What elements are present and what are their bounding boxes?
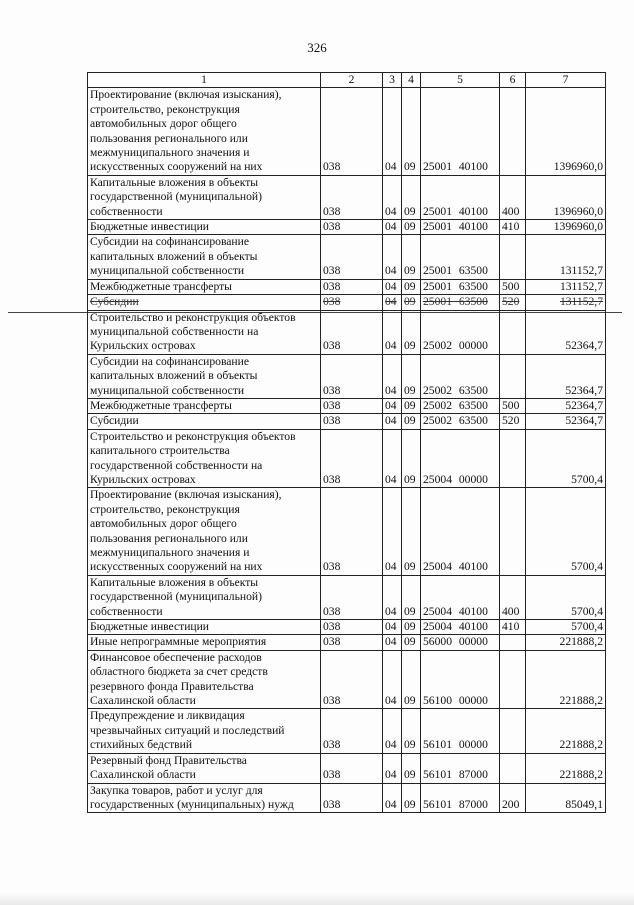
target-article-code: 25002 00000 xyxy=(421,310,500,354)
section-code: 04 xyxy=(383,88,402,175)
subsection-code: 09 xyxy=(402,295,421,310)
row-name: Строительство и реконструкция объектов муниципальной собственности на Курильских островах xyxy=(88,310,321,354)
ministry-code: 038 xyxy=(321,235,383,279)
subsection-code: 09 xyxy=(402,220,421,235)
amount: 221888,2 xyxy=(526,709,606,753)
column-header: 3 xyxy=(383,73,402,88)
row-name: Строительство и реконструкция объектов капитального строительства государственной собственности на Курильских островах xyxy=(88,429,321,488)
expense-type-code xyxy=(500,429,526,488)
subsection-code: 09 xyxy=(402,310,421,354)
section-code: 04 xyxy=(383,429,402,488)
section-code: 04 xyxy=(383,620,402,635)
subsection-code: 09 xyxy=(402,88,421,175)
subsection-code: 09 xyxy=(402,650,421,709)
expense-type-code: 520 xyxy=(500,295,526,310)
expense-type-code xyxy=(500,753,526,783)
row-name: Бюджетные инвестиции xyxy=(88,220,321,235)
table-row xyxy=(88,635,606,650)
row-name: Иные непрограммные мероприятия xyxy=(88,635,321,650)
scan-edge xyxy=(0,893,634,905)
ministry-code: 038 xyxy=(321,635,383,650)
subsection-code: 09 xyxy=(402,635,421,650)
ministry-code: 038 xyxy=(321,620,383,635)
table-row xyxy=(88,488,606,575)
table-row xyxy=(88,429,606,488)
row-name: Бюджетные инвестиции xyxy=(88,620,321,635)
row-name: Предупреждение и ликвидация чрезвычайных ситуаций и последствий стихийных бедствий xyxy=(88,709,321,753)
table-row xyxy=(88,650,606,709)
target-article-code: 25001 40100 xyxy=(421,88,500,175)
column-header: 5 xyxy=(421,73,500,88)
subsection-code: 09 xyxy=(402,488,421,575)
table-row xyxy=(88,575,606,619)
expense-type-code: 500 xyxy=(500,398,526,413)
section-code: 04 xyxy=(383,575,402,619)
section-code: 04 xyxy=(383,488,402,575)
ministry-code: 038 xyxy=(321,429,383,488)
row-name: Проектирование (включая изыскания), строительство, реконструкция автомобильных дорог общего пользования регионального или межмуниципального значения и искусственных сооружений на них xyxy=(88,88,321,175)
column-header: 2 xyxy=(321,73,383,88)
target-article-code: 25001 63500 xyxy=(421,295,500,310)
amount: 5700,4 xyxy=(526,429,606,488)
amount: 52364,7 xyxy=(526,414,606,429)
amount: 221888,2 xyxy=(526,650,606,709)
table-row xyxy=(88,398,606,413)
ministry-code: 038 xyxy=(321,753,383,783)
table-row xyxy=(88,310,606,354)
ministry-code: 038 xyxy=(321,414,383,429)
table-row xyxy=(88,295,606,310)
target-article-code: 56101 87000 xyxy=(421,783,500,813)
amount: 1396960,0 xyxy=(526,88,606,175)
subsection-code: 09 xyxy=(402,783,421,813)
ministry-code: 038 xyxy=(321,575,383,619)
subsection-code: 09 xyxy=(402,429,421,488)
amount: 1396960,0 xyxy=(526,220,606,235)
table-row xyxy=(88,414,606,429)
expense-type-code xyxy=(500,488,526,575)
section-code: 04 xyxy=(383,310,402,354)
section-code: 04 xyxy=(383,175,402,219)
target-article-code: 56100 00000 xyxy=(421,650,500,709)
section-code: 04 xyxy=(383,295,402,310)
ministry-code: 038 xyxy=(321,783,383,813)
subsection-code: 09 xyxy=(402,753,421,783)
expense-type-code: 400 xyxy=(500,575,526,619)
amount: 221888,2 xyxy=(526,635,606,650)
row-name: Капитальные вложения в объекты государственной (муниципальной) собственности xyxy=(88,175,321,219)
target-article-code: 25004 40100 xyxy=(421,620,500,635)
amount: 85049,1 xyxy=(526,783,606,813)
ministry-code: 038 xyxy=(321,488,383,575)
amount: 52364,7 xyxy=(526,354,606,398)
expense-type-code: 410 xyxy=(500,620,526,635)
amount: 5700,4 xyxy=(526,620,606,635)
target-article-code: 25001 40100 xyxy=(421,220,500,235)
table-row xyxy=(88,279,606,294)
ministry-code: 038 xyxy=(321,175,383,219)
subsection-code: 09 xyxy=(402,414,421,429)
ministry-code: 038 xyxy=(321,220,383,235)
section-code: 04 xyxy=(383,235,402,279)
section-code: 04 xyxy=(383,220,402,235)
target-article-code: 25001 63500 xyxy=(421,235,500,279)
row-name: Капитальные вложения в объекты государственной (муниципальной) собственности xyxy=(88,575,321,619)
section-code: 04 xyxy=(383,414,402,429)
row-name: Субсидии на софинансирование капитальных вложений в объекты муниципальной собственности xyxy=(88,354,321,398)
row-name: Субсидии xyxy=(88,414,321,429)
table-row xyxy=(88,88,606,175)
column-header: 7 xyxy=(526,73,606,88)
expense-type-code: 400 xyxy=(500,175,526,219)
expense-type-code: 410 xyxy=(500,220,526,235)
subsection-code: 09 xyxy=(402,709,421,753)
amount: 131152,7 xyxy=(526,279,606,294)
amount: 52364,7 xyxy=(526,310,606,354)
header-row xyxy=(88,73,606,88)
page-number: 326 xyxy=(307,40,327,55)
amount: 131152,7 xyxy=(526,235,606,279)
amount: 131152,7 xyxy=(526,295,606,310)
row-name: Межбюджетные трансферты xyxy=(88,398,321,413)
target-article-code: 25004 40100 xyxy=(421,575,500,619)
row-name: Проектирование (включая изыскания), строительство, реконструкция автомобильных дорог общего пользования регионального или межмуниципального значения и искусственных сооружений на них xyxy=(88,488,321,575)
section-code: 04 xyxy=(383,635,402,650)
subsection-code: 09 xyxy=(402,620,421,635)
table-row xyxy=(88,220,606,235)
target-article-code: 25001 40100 xyxy=(421,175,500,219)
target-article-code: 56000 00000 xyxy=(421,635,500,650)
section-code: 04 xyxy=(383,709,402,753)
target-article-code: 25002 63500 xyxy=(421,354,500,398)
expense-type-code xyxy=(500,650,526,709)
row-name: Субсидии xyxy=(88,295,321,310)
target-article-code: 25001 63500 xyxy=(421,279,500,294)
ministry-code: 038 xyxy=(321,295,383,310)
amount: 5700,4 xyxy=(526,488,606,575)
subsection-code: 09 xyxy=(402,398,421,413)
table-row xyxy=(88,783,606,813)
column-header: 1 xyxy=(88,73,321,88)
expense-type-code xyxy=(500,635,526,650)
expense-type-code xyxy=(500,235,526,279)
row-name: Межбюджетные трансферты xyxy=(88,279,321,294)
section-code: 04 xyxy=(383,783,402,813)
ministry-code: 038 xyxy=(321,398,383,413)
target-article-code: 25002 63500 xyxy=(421,398,500,413)
target-article-code: 25002 63500 xyxy=(421,414,500,429)
section-code: 04 xyxy=(383,398,402,413)
ministry-code: 038 xyxy=(321,650,383,709)
amount: 221888,2 xyxy=(526,753,606,783)
section-code: 04 xyxy=(383,650,402,709)
subsection-code: 09 xyxy=(402,575,421,619)
subsection-code: 09 xyxy=(402,354,421,398)
target-article-code: 56101 00000 xyxy=(421,709,500,753)
expense-type-code: 200 xyxy=(500,783,526,813)
target-article-code: 56101 87000 xyxy=(421,753,500,783)
amount: 5700,4 xyxy=(526,575,606,619)
ministry-code: 038 xyxy=(321,310,383,354)
expense-type-code: 520 xyxy=(500,414,526,429)
amount: 1396960,0 xyxy=(526,175,606,219)
target-article-code: 25004 00000 xyxy=(421,429,500,488)
expense-type-code: 500 xyxy=(500,279,526,294)
table-row xyxy=(88,709,606,753)
ministry-code: 038 xyxy=(321,279,383,294)
column-header: 4 xyxy=(402,73,421,88)
ministry-code: 038 xyxy=(321,354,383,398)
column-header: 6 xyxy=(500,73,526,88)
section-code: 04 xyxy=(383,753,402,783)
row-name: Субсидии на софинансирование капитальных вложений в объекты муниципальной собственности xyxy=(88,235,321,279)
subsection-code: 09 xyxy=(402,279,421,294)
table-row xyxy=(88,354,606,398)
expense-type-code xyxy=(500,354,526,398)
ministry-code: 038 xyxy=(321,88,383,175)
ministry-code: 038 xyxy=(321,709,383,753)
expense-type-code xyxy=(500,709,526,753)
section-code: 04 xyxy=(383,354,402,398)
table-row xyxy=(88,235,606,279)
amount: 52364,7 xyxy=(526,398,606,413)
table-row xyxy=(88,620,606,635)
subsection-code: 09 xyxy=(402,175,421,219)
expense-type-code xyxy=(500,88,526,175)
table-row xyxy=(88,175,606,219)
table-row xyxy=(88,753,606,783)
section-code: 04 xyxy=(383,279,402,294)
target-article-code: 25004 40100 xyxy=(421,488,500,575)
row-name: Финансовое обеспечение расходов областного бюджета за счет средств резервного фонда Правительства Сахалинской области xyxy=(88,650,321,709)
expense-type-code xyxy=(500,310,526,354)
budget-table xyxy=(87,72,606,813)
row-name: Закупка товаров, работ и услуг для государственных (муниципальных) нужд xyxy=(88,783,321,813)
row-name: Резервный фонд Правительства Сахалинской области xyxy=(88,753,321,783)
subsection-code: 09 xyxy=(402,235,421,279)
